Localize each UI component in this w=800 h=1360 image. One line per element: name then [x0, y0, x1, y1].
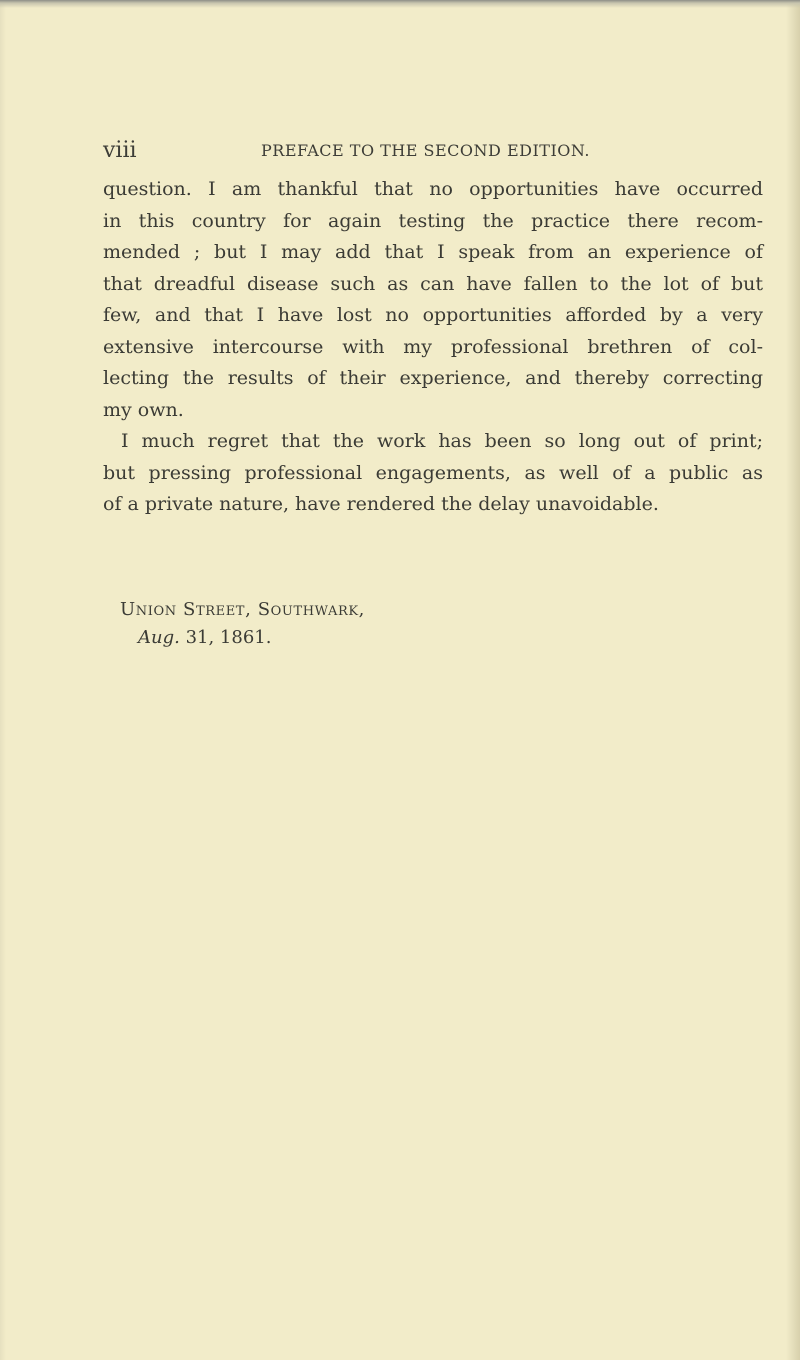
text-line: but pressing professional engagements, as well of a public as	[103, 461, 763, 484]
text-line: question. I am thankful that no opportunities have occurred	[103, 178, 763, 200]
text-line: my own.	[103, 398, 184, 421]
signoff-date-rest: 31, 1861.	[185, 627, 272, 648]
text-line: of a private nature, have rendered the delay unavoidable.	[103, 493, 659, 515]
signoff-date-month: Aug.	[138, 627, 180, 648]
page-top-edge	[0, 0, 800, 8]
signoff	[120, 596, 365, 652]
page-number: viii	[103, 138, 137, 163]
text-line: mended ; but I may add that I speak from an experience of	[103, 241, 763, 263]
signoff-place: Union Street, Southwark,	[120, 599, 365, 620]
page-header	[103, 138, 703, 168]
text-line: extensive intercourse with my professional brethren of col-	[103, 335, 763, 358]
preface-body	[103, 174, 763, 521]
text-line: few, and that I have lost no opportunities afforded by a very	[103, 304, 763, 326]
signoff-date	[120, 624, 365, 652]
text-line: in this country for again testing the practice there recom-	[103, 209, 763, 232]
text-line: that dreadful disease such as can have fallen to the lot of but	[103, 272, 763, 295]
running-title: PREFACE TO THE SECOND EDITION.	[261, 141, 590, 160]
text-line: lecting the results of their experience, and thereby correcting	[103, 367, 763, 389]
text-line: I much regret that the work has been so long out of print;	[121, 430, 763, 452]
